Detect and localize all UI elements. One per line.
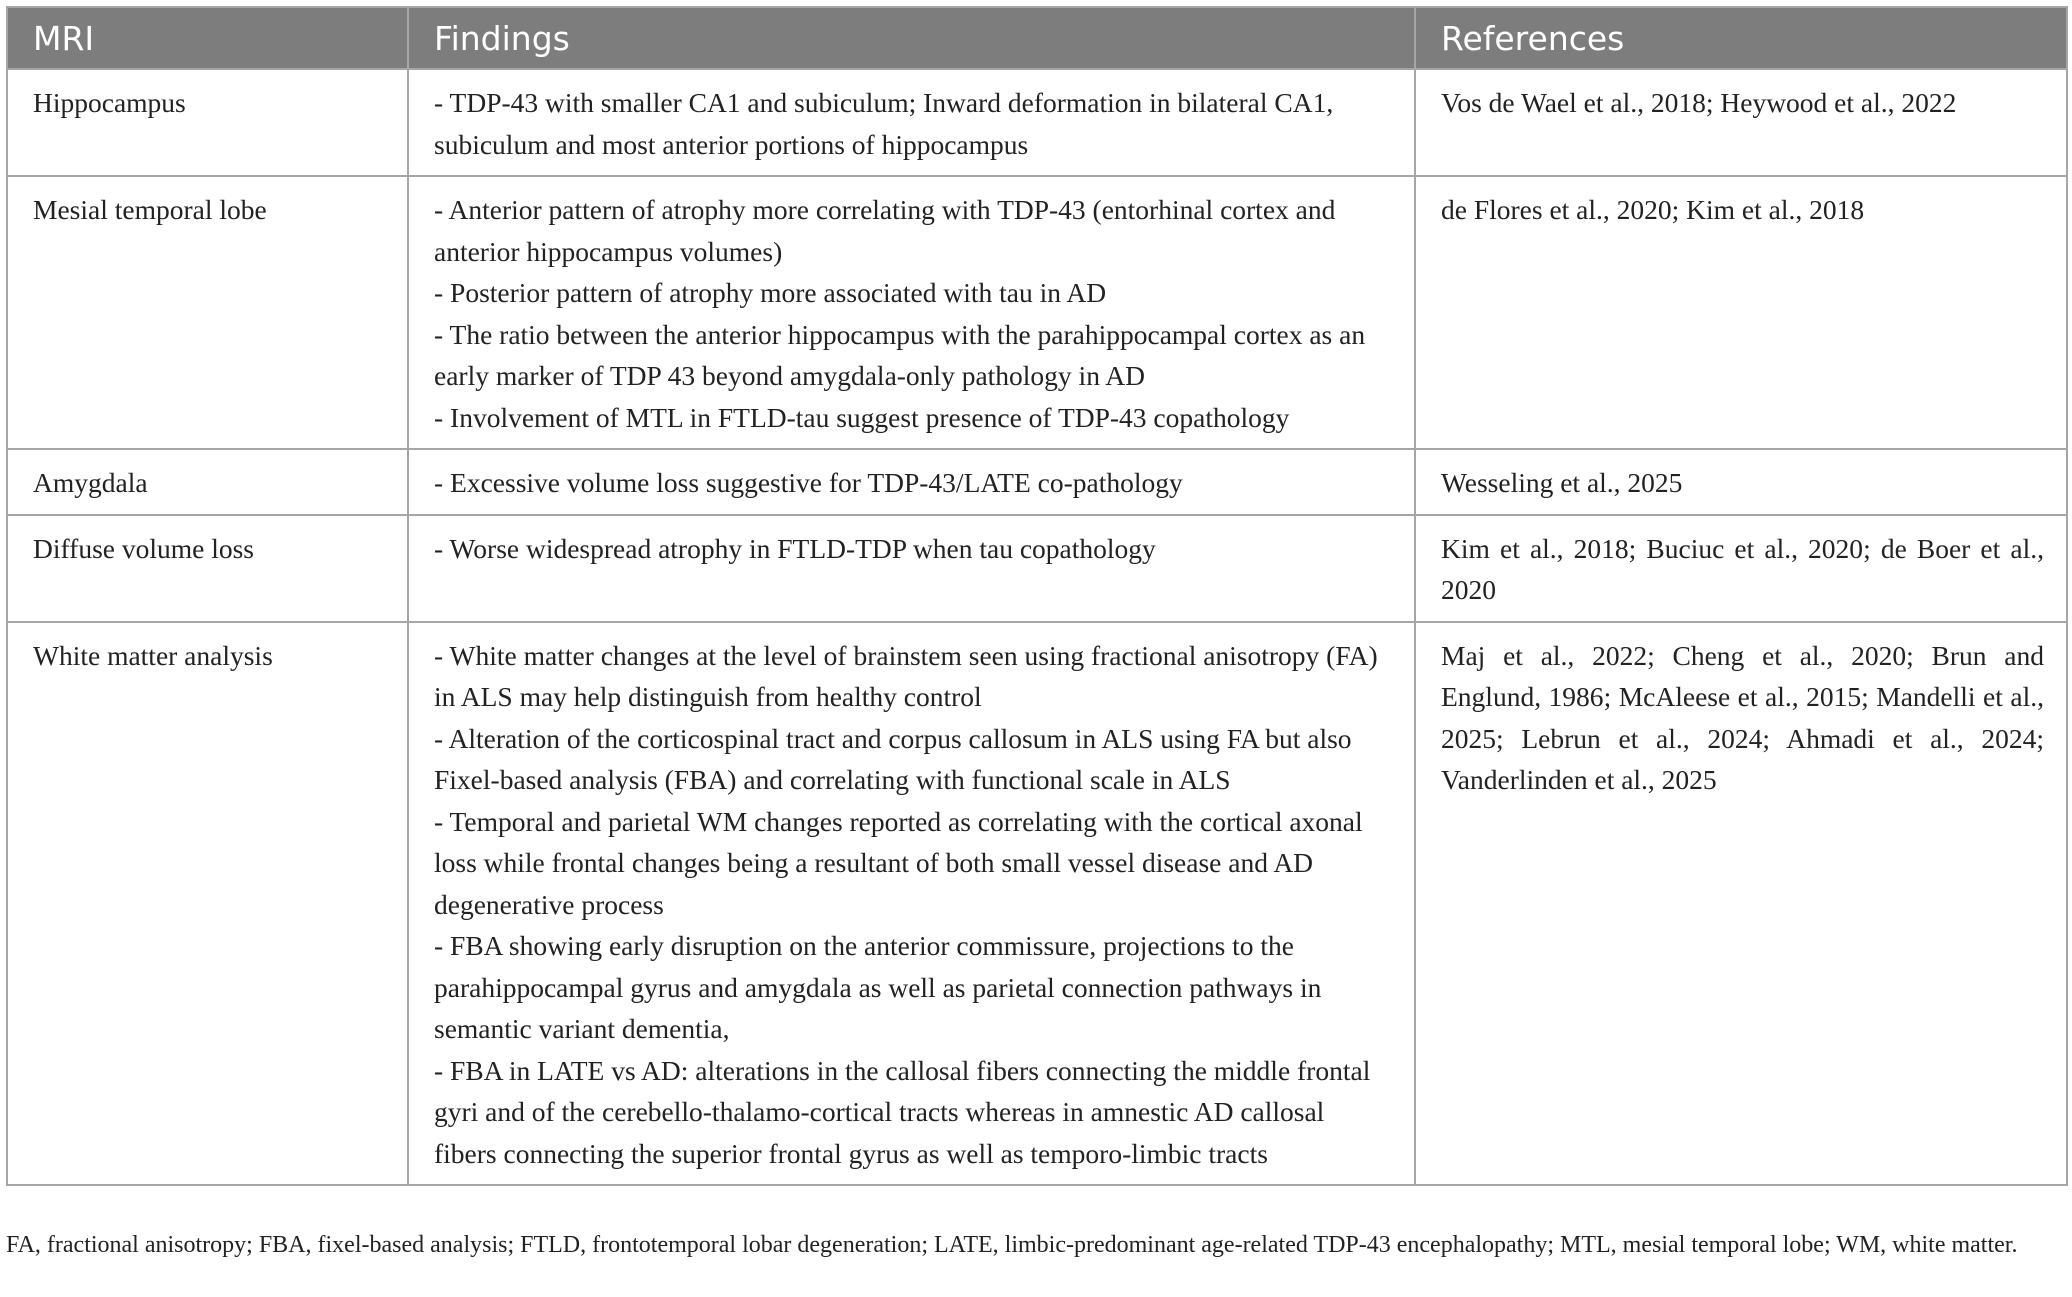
finding-item: - FBA in LATE vs AD: alterations in the callosal fibers connecting the middle frontal gyri and of the cerebello-thalamo-cortical tracts whereas in amnestic AD callosal fibers connecting the superior frontal gyrus as well as temporo-limbic tracts: [434, 1054, 1371, 1169]
findings-cell: [408, 515, 1415, 622]
findings-cell: [408, 69, 1415, 176]
finding-item: - TDP-43 with smaller CA1 and subiculum; Inward deformation in bilateral CA1, subiculum and most anterior portions of hippocampus: [434, 87, 1334, 160]
header-findings: Findings: [408, 7, 1415, 69]
region-cell: White matter analysis: [7, 622, 408, 1186]
reference-link[interactable]: McAleese et al., 2015: [1618, 681, 1862, 712]
finding-item: - White matter changes at the level of brainstem seen using fractional anisotropy (FA) in ALS may help distinguish from healthy control: [434, 639, 1378, 712]
header-references: References: [1415, 7, 2067, 69]
references-cell: [1415, 515, 2067, 622]
table-row: [7, 449, 2067, 515]
region-cell: Amygdala: [7, 449, 408, 515]
reference-separator: ;: [1496, 722, 1522, 754]
table-footnote: FA, fractional anisotropy; FBA, fixel-based analysis; FTLD, frontotemporal lobar degeneration; LATE, limbic-predominant age-related TDP-43 encephalopathy; MTL, mesial temporal lobe; WM, white matter.: [6, 1232, 2018, 1258]
finding-item: - Posterior pattern of atrophy more associated with tau in AD: [434, 277, 1107, 308]
reference-link[interactable]: Brun and Englund, 1986: [1441, 639, 2044, 712]
reference-separator: ;: [1906, 639, 1932, 671]
reference-separator: ;: [1628, 532, 1647, 564]
reference-separator: ;: [1762, 722, 1787, 754]
reference-separator: ;: [1705, 87, 1721, 118]
table-header-row: [7, 7, 2067, 69]
findings-cell: [408, 622, 1415, 1186]
reference-separator: ;: [1671, 194, 1687, 225]
region-cell: Hippocampus: [7, 69, 408, 176]
reference-link[interactable]: Ahmadi et al., 2024: [1786, 722, 2037, 754]
table-container: [6, 6, 2066, 1186]
finding-item: - Excessive volume loss suggestive for TDP-43/LATE co-pathology: [434, 467, 1183, 498]
reference-link[interactable]: de Flores et al., 2020: [1441, 194, 1672, 225]
table-row: [7, 176, 2067, 449]
finding-item: - FBA showing early disruption on the anterior commissure, projections to the parahippocampal gyrus and amygdala as well as parietal connection pathways in semantic variant dementia,: [434, 930, 1322, 1044]
reference-separator: ;: [2036, 722, 2045, 754]
mri-findings-table: [6, 6, 2068, 1186]
reference-link[interactable]: Lebrun et al., 2024: [1521, 722, 1763, 754]
reference-link[interactable]: Vanderlinden et al., 2025: [1441, 764, 1717, 795]
finding-item: - Involvement of MTL in FTLD-tau suggest presence of TDP-43 copathology: [434, 401, 1290, 433]
references-cell: [1415, 449, 2067, 515]
findings-cell: [408, 176, 1415, 449]
finding-item: - Worse widespread atrophy in FTLD-TDP when tau copathology: [434, 532, 1156, 564]
reference-separator: ;: [1603, 681, 1619, 712]
finding-item: - Anterior pattern of atrophy more correlating with TDP-43 (entorhinal cortex and anterior hippocampus volumes): [434, 194, 1336, 267]
reference-link[interactable]: Vos de Wael et al., 2018: [1441, 87, 1706, 118]
region-cell: Diffuse volume loss: [7, 515, 408, 622]
region-cell: Mesial temporal lobe: [7, 176, 408, 449]
reference-link[interactable]: Mandelli et al., 2025: [1441, 681, 2044, 754]
reference-link[interactable]: Cheng et al., 2020: [1672, 639, 1907, 671]
finding-item: - The ratio between the anterior hippocampus with the parahippocampal cortex as an early marker of TDP 43 beyond amygdala-only pathology in AD: [434, 318, 1366, 391]
reference-link[interactable]: Maj et al., 2022: [1441, 639, 1648, 671]
reference-link[interactable]: Heywood et al., 2022: [1720, 87, 1957, 118]
reference-link[interactable]: Kim et al., 2018: [1441, 532, 1629, 564]
references-cell: [1415, 69, 2067, 176]
table-row: [7, 515, 2067, 622]
reference-separator: ;: [1863, 532, 1881, 564]
finding-item: - Alteration of the corticospinal tract and corpus callosum in ALS using FA but also Fixel-based analysis (FBA) and correlating with functional scale in ALS: [434, 722, 1352, 795]
table-row: [7, 622, 2067, 1186]
findings-cell: [408, 449, 1415, 515]
references-cell: [1415, 176, 2067, 449]
reference-link[interactable]: Kim et al., 2018: [1686, 194, 1865, 225]
references-cell: [1415, 622, 2067, 1186]
reference-separator: ;: [1647, 639, 1673, 671]
reference-link[interactable]: de Boer et al., 2020: [1441, 532, 2044, 605]
reference-link[interactable]: Buciuc et al., 2020: [1646, 532, 1864, 564]
finding-item: - Temporal and parietal WM changes reported as correlating with the cortical axonal loss while frontal changes being a resultant of both small vessel disease and AD degenerative process: [434, 805, 1363, 920]
header-mri: MRI: [7, 7, 408, 69]
reference-link[interactable]: Wesseling et al., 2025: [1441, 467, 1683, 498]
table-row: [7, 69, 2067, 176]
reference-separator: ;: [1861, 681, 1877, 712]
